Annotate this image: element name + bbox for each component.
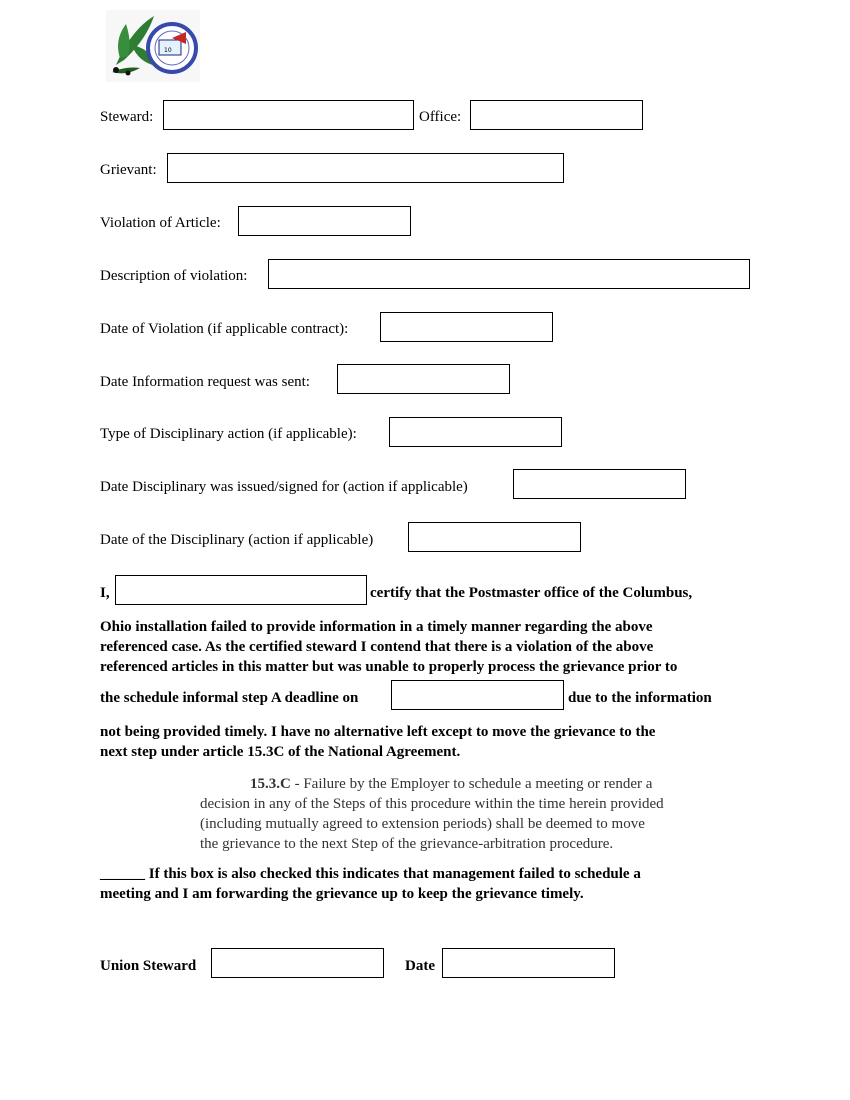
certify-prefix: I, bbox=[100, 585, 110, 601]
quote-line-4: the grievance to the next Step of the grievance-arbitration procedure. bbox=[200, 836, 614, 852]
date-violation-field[interactable] bbox=[380, 312, 553, 342]
grievant-field[interactable] bbox=[167, 153, 564, 183]
checkbox-note-line-2: meeting and I am forwarding the grievance up to keep the grievance timely. bbox=[100, 886, 584, 902]
date-info-request-label: Date Information request was sent: bbox=[100, 374, 310, 390]
deadline-field[interactable] bbox=[391, 680, 564, 710]
quote-line-3: (including mutually agreed to extension periods) shall be deemed to move bbox=[200, 816, 645, 832]
certify-suffix: certify that the Postmaster office of the Columbus, bbox=[370, 585, 693, 601]
certify-line-3: referenced case. As the certified steward I contend that there is a violation of the above bbox=[100, 639, 654, 655]
article-quote bbox=[200, 774, 740, 854]
violation-article-field[interactable] bbox=[238, 206, 411, 236]
type-disciplinary-field[interactable] bbox=[389, 417, 562, 447]
certify-paragraph bbox=[100, 617, 760, 677]
union-seal-logo bbox=[106, 10, 200, 82]
certify-line-4: referenced articles in this matter but was unable to properly process the grievance prior to bbox=[100, 659, 678, 675]
union-steward-label: Union Steward bbox=[100, 958, 197, 974]
quote-line-2: decision in any of the Steps of this procedure within the time herein provided bbox=[200, 796, 664, 812]
date-field[interactable] bbox=[442, 948, 615, 978]
checkbox-note-text: If this box is also checked this indicates that management failed to schedule a bbox=[145, 866, 641, 882]
date-of-disciplinary-label: Date of the Disciplinary (action if applicable) bbox=[100, 532, 374, 548]
date-disciplinary-issued-field[interactable] bbox=[513, 469, 686, 499]
steward-label: Steward: bbox=[100, 109, 154, 125]
description-field[interactable] bbox=[268, 259, 750, 289]
union-steward-field[interactable] bbox=[211, 948, 384, 978]
date-label: Date bbox=[405, 958, 435, 974]
certify-line-7: next step under article 15.3C of the National Agreement. bbox=[100, 744, 461, 760]
checkbox-blank[interactable]: ______ bbox=[100, 866, 145, 882]
certify-closing bbox=[100, 722, 760, 762]
deadline-prefix: the schedule informal step A deadline on bbox=[100, 690, 359, 706]
date-violation-label: Date of Violation (if applicable contract): bbox=[100, 321, 349, 337]
certify-line-2: Ohio installation failed to provide information in a timely manner regarding the above bbox=[100, 619, 653, 635]
steward-field[interactable] bbox=[163, 100, 414, 130]
violation-article-label: Violation of Article: bbox=[100, 215, 221, 231]
certify-name-field[interactable] bbox=[115, 575, 367, 605]
quote-ref: 15.3.C bbox=[250, 776, 291, 792]
date-of-disciplinary-field[interactable] bbox=[408, 522, 581, 552]
office-field[interactable] bbox=[470, 100, 643, 130]
quote-line-1 bbox=[200, 774, 740, 794]
type-disciplinary-label: Type of Disciplinary action (if applicable): bbox=[100, 426, 357, 442]
checkbox-note bbox=[100, 864, 760, 904]
deadline-suffix: due to the information bbox=[568, 690, 712, 706]
date-info-request-field[interactable] bbox=[337, 364, 510, 394]
date-disciplinary-issued-label: Date Disciplinary was issued/signed for (action if applicable) bbox=[100, 479, 468, 495]
description-label: Description of violation: bbox=[100, 268, 248, 284]
quote-line-1-text: - Failure by the Employer to schedule a meeting or render a bbox=[294, 776, 653, 792]
grievant-label: Grievant: bbox=[100, 162, 157, 178]
office-label: Office: bbox=[419, 109, 462, 125]
checkbox-note-line-1 bbox=[100, 864, 760, 884]
svg-text:10: 10 bbox=[164, 47, 172, 54]
certify-line-6: not being provided timely. I have no alternative left except to move the grievance to the bbox=[100, 724, 656, 740]
